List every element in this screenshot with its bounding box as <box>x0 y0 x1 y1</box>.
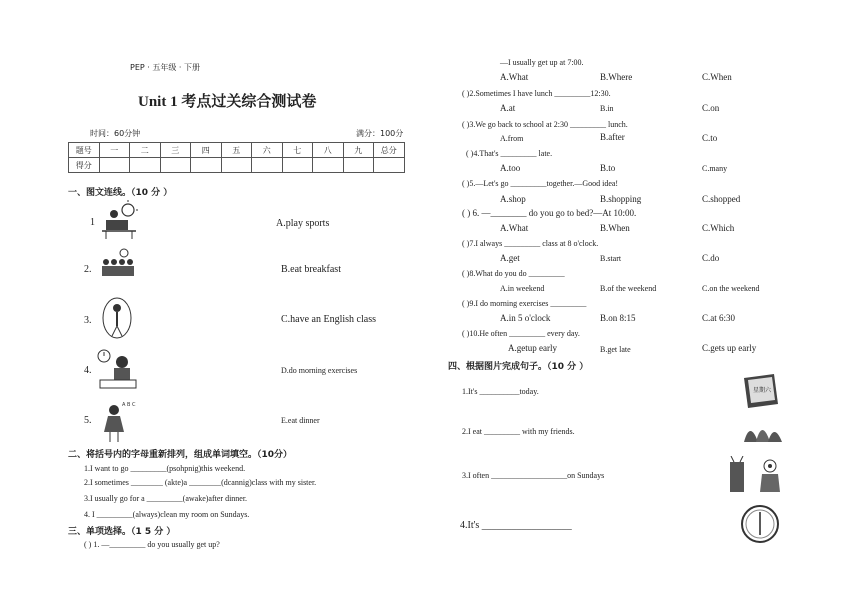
mc-question: ( )8.What do you do _________ <box>462 269 565 278</box>
mc-question: ( )3.We go back to school at 2:30 _________ lunch. <box>462 120 628 129</box>
mc-option-a: A.getup early <box>508 343 557 353</box>
score-cell: 二 <box>130 143 161 158</box>
score-cell: 九 <box>343 143 374 158</box>
mc-option-a: A.from <box>500 134 524 143</box>
kid-clock-picture <box>96 348 140 390</box>
picture-sentence: 3.I often ___________________on Sundays <box>462 471 605 480</box>
match-option: A.play sports <box>276 218 330 229</box>
score-cell: 八 <box>313 143 344 158</box>
mc-option-b: B.to <box>600 163 616 173</box>
rearrange-item: 4. I _________(always)clean my room on Sundays. <box>84 510 250 519</box>
series-label: PEP · 五年级 · 下册 <box>130 63 200 72</box>
score-input-cell[interactable] <box>191 158 222 173</box>
section3-title: 三、单项选择。（1 5 分 ） <box>68 527 176 537</box>
score-input-cell[interactable] <box>374 158 405 173</box>
section1-title: 一、图文连线。（10 分 ） <box>68 188 173 198</box>
match-number: 3. <box>84 315 92 326</box>
mc-option-a: A.get <box>500 253 520 263</box>
tv-kid-picture <box>728 456 786 496</box>
score-cell: 六 <box>252 143 283 158</box>
mc-option-b: B.shopping <box>600 194 642 204</box>
mc-option-c: C.do <box>702 253 720 263</box>
mc-option-a: A.shop <box>500 194 526 204</box>
section2-title: 二、将括号内的字母重新排列，组成单词填空。（10分） <box>68 450 293 460</box>
score-cell: 五 <box>221 143 252 158</box>
score-input-cell[interactable] <box>130 158 161 173</box>
mc-option-a: A.at <box>500 103 516 113</box>
score-input-cell[interactable] <box>221 158 252 173</box>
mc-option-b: B.Where <box>600 72 633 82</box>
mc-option-c: C.on the weekend <box>702 284 760 293</box>
mc-option-c: C.at 6:30 <box>702 313 735 323</box>
mc-option-a: A.What <box>500 72 529 82</box>
calendar-day-label: 星期六 <box>753 387 772 394</box>
mc-option-b: B.of the weekend <box>600 284 657 293</box>
mc-option-b: B.When <box>600 223 630 233</box>
mc-option-b: B.get late <box>600 345 631 354</box>
mc-option-a: A.in 5 o'clock <box>500 313 551 323</box>
mc-option-c: C.gets up early <box>702 343 757 353</box>
picture-sentence: 2.I eat _________ with my friends. <box>462 427 575 436</box>
mc-question: ( )9.I do morning exercises _________ <box>462 299 587 308</box>
score-input-cell[interactable] <box>99 158 130 173</box>
rearrange-item: 3.I usually go for a _________(awake)after dinner. <box>84 494 248 503</box>
mc-option-c: C.Which <box>702 223 735 233</box>
mc-question: ( ) 1. —_________ do you usually get up? <box>84 540 220 549</box>
score-cell: 四 <box>191 143 222 158</box>
match-number: 2. <box>84 264 92 275</box>
svg-text:A B C: A B C <box>122 402 136 408</box>
page-title: Unit 1 考点过关综合测试卷 <box>138 94 317 110</box>
score-cell: 一 <box>99 143 130 158</box>
match-option: E.eat dinner <box>281 416 320 425</box>
match-number: 5. <box>84 415 92 426</box>
picture-sentence: 1.It's __________today. <box>462 387 539 396</box>
match-option: C.have an English class <box>281 314 376 325</box>
score-input-cell[interactable] <box>282 158 313 173</box>
score-cell: 得分 <box>69 158 100 173</box>
mc-question: ( )7.I always _________ class at 8 o'clock. <box>462 239 599 248</box>
picture-sentence: 4.It's __________________ <box>460 520 572 531</box>
rearrange-item: 1.I want to go _________(psohpnig)this weekend. <box>84 464 246 473</box>
score-cell: 题号 <box>69 143 100 158</box>
mc-question: ( )5.—Let's go _________together.—Good idea! <box>462 179 619 188</box>
score-input-cell[interactable] <box>252 158 283 173</box>
score-table <box>68 142 405 173</box>
mc-option-c: C.When <box>702 72 732 82</box>
rearrange-item: 2.I sometimes ________ (akte)a ________(dcannig)class with my sister. <box>84 478 317 487</box>
mc-option-b: B.start <box>600 254 622 263</box>
kid-studying-picture <box>98 200 142 240</box>
full-score: 满分：100分 <box>356 129 404 138</box>
score-cell: 三 <box>160 143 191 158</box>
mc-option-c: C.on <box>702 103 720 113</box>
score-table-header-row <box>69 143 405 158</box>
match-option: B.eat breakfast <box>281 264 341 275</box>
score-input-cell[interactable] <box>343 158 374 173</box>
mc-option-a: A.What <box>500 223 529 233</box>
section4-title: 四、根据图片完成句子。（10 分 ） <box>448 362 589 372</box>
kid-skipping-picture <box>100 296 134 340</box>
mc-option-b: B.after <box>600 132 625 142</box>
mc-question: ( )2.Sometimes I have lunch _________12:30. <box>462 89 611 98</box>
mc-option-c: C.to <box>702 133 718 143</box>
teacher-picture <box>100 398 136 444</box>
match-number: 1 <box>90 217 95 228</box>
match-option: D.do morning exercises <box>281 366 358 375</box>
mc-option-b: B.in <box>600 104 614 113</box>
mc-option-b: B.on 8:15 <box>600 313 636 323</box>
clock-picture <box>740 504 780 544</box>
mc-option-c: C.shopped <box>702 194 741 204</box>
calendar-picture <box>738 372 780 412</box>
mc-option-a: A.in weekend <box>500 284 545 293</box>
dumplings-picture <box>742 416 784 446</box>
mc-question: ( )10.He often _________ every day. <box>462 329 580 338</box>
score-table-score-row <box>69 158 405 173</box>
match-number: 4. <box>84 365 92 376</box>
family-eating-picture <box>100 248 136 280</box>
score-cell: 总分 <box>374 143 405 158</box>
time-limit: 时间：60分钟 <box>90 129 141 138</box>
mc-question: ( ) 6. —________ do you go to bed?—At 10:00. <box>462 208 637 218</box>
score-cell: 七 <box>282 143 313 158</box>
score-input-cell[interactable] <box>313 158 344 173</box>
mc-question: ( )4.That's _________ late. <box>466 149 553 158</box>
mc-option-a: A.too <box>500 163 521 173</box>
mc-option-c: C.many <box>702 164 728 173</box>
score-input-cell[interactable] <box>160 158 191 173</box>
mc-question-answer: —I usually get up at 7:00. <box>500 58 584 67</box>
